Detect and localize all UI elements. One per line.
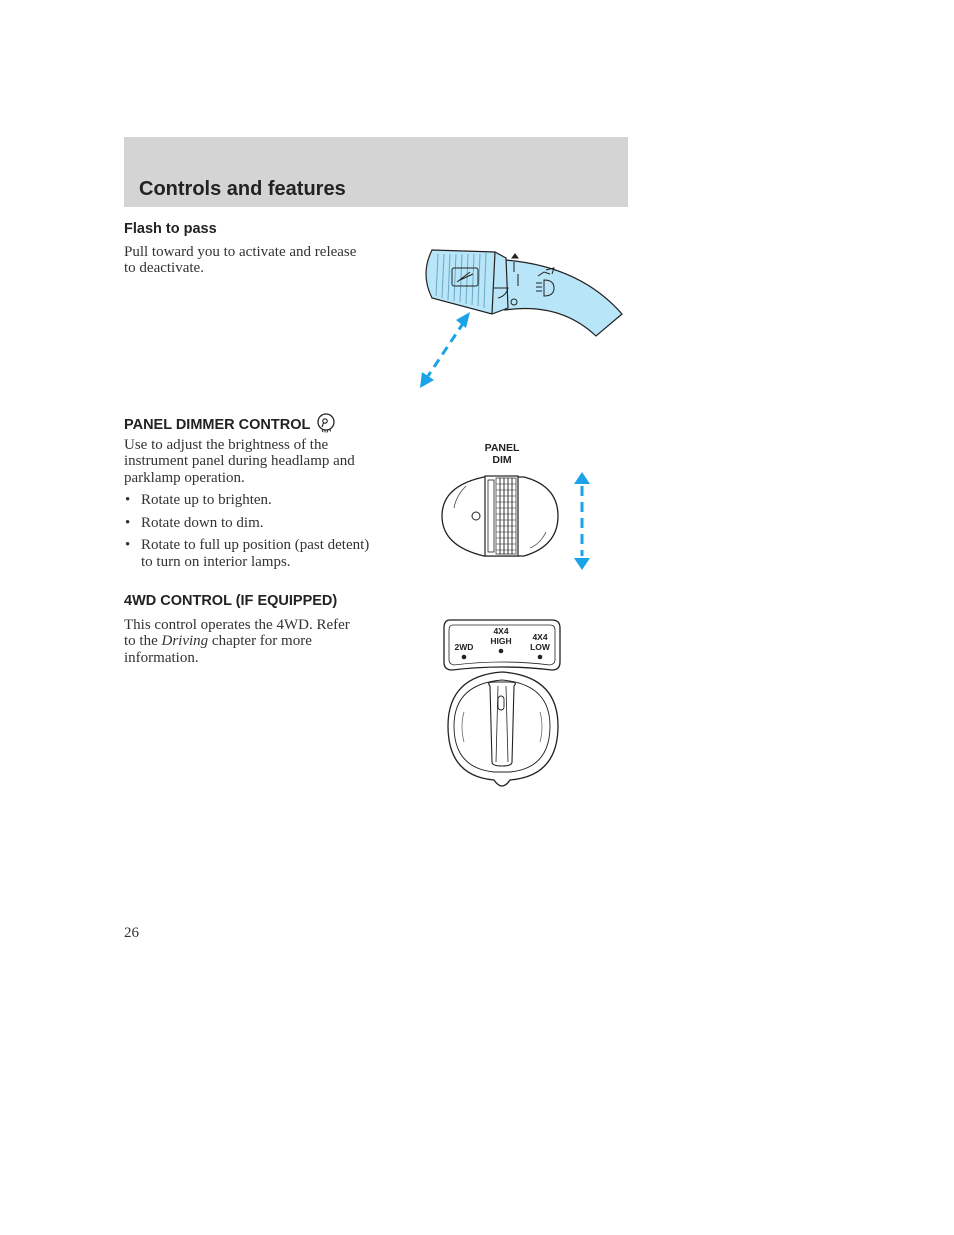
4x4-high-label-line2: HIGH [490,636,512,646]
section-heading-flash-to-pass: Flash to pass [124,221,217,237]
list-item: • Rotate to full up position (past detent) to turn on interior lamps. [124,537,384,570]
4x4-low-label-line1: 4X4 [532,632,548,642]
list-item: • Rotate down to dim. [124,515,384,531]
multifunction-lever-figure [410,238,630,398]
2wd-label: 2WD [454,642,474,652]
list-item: • Rotate up to brighten. [124,492,384,508]
4wd-text-part2: chapter for more information. [124,633,312,666]
driving-chapter-reference: Driving [161,633,209,650]
4wd-control-text [124,617,359,666]
section-heading-4wd-control: 4WD CONTROL (IF EQUIPPED) [124,593,338,609]
4x4-low-label-line2: LOW [530,642,550,652]
section-heading-panel-dimmer [124,413,336,433]
panel-dimmer-bullet-list [124,492,384,576]
4wd-text-part1: This control operates the 4WD. Refer to the [124,617,350,650]
panel-dimmer-icon [316,413,336,433]
page-number: 26 [124,925,139,941]
panel-dimmer-text: Use to adjust the brightness of the instrument panel during headlamp and parklamp operation. [124,437,355,486]
page-title: Controls and features [139,178,346,200]
4wd-selector-figure [440,616,566,810]
panel-dim-label-line1: PANEL [484,442,520,454]
double-arrow-icon [574,472,590,570]
panel-dim-label-line2: DIM [492,454,512,466]
panel-dimmer-heading-text: PANEL DIMMER CONTROL [124,417,311,433]
header-band [124,137,628,207]
flash-to-pass-text: Pull toward you to activate and release to deactivate. [124,244,357,277]
4x4-high-label-line1: 4X4 [493,626,509,636]
panel-dimmer-figure [436,436,596,576]
double-arrow-icon [420,312,470,388]
